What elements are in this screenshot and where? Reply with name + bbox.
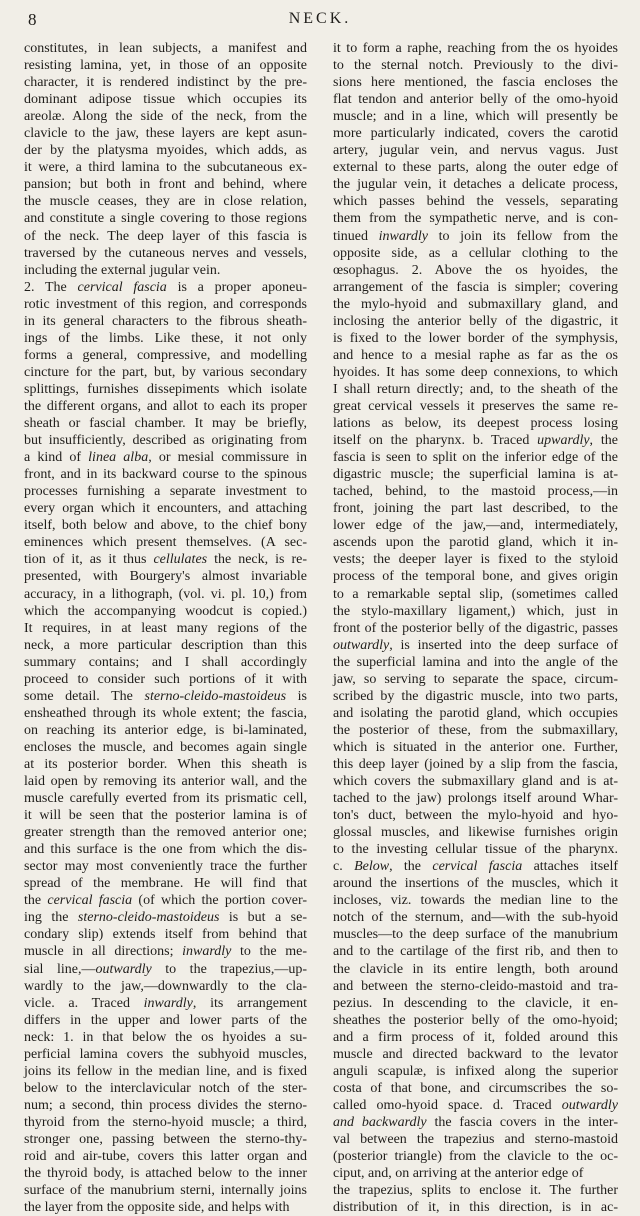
text-line: the jugular vein, it detaches a delicate process, [333, 177, 618, 193]
text-line: character, it is rendered indistinct by the pre- [24, 75, 307, 91]
text-line: digastric muscle; the superficial lamina is at- [333, 467, 618, 483]
text-line: this deep layer (joined by a slip from the fascia, [333, 756, 618, 772]
text-line: the thyroid body, is attached below to the inner [24, 1166, 307, 1182]
text-line: pansion; but both in front and behind, where [24, 177, 307, 193]
text-line: the stylo-maxillary ligament,) which, just in [333, 603, 618, 619]
text-line: and isolating the parotid gland, which occupies [333, 705, 618, 721]
text-line: I shall return directly; and, to the sheath of the [333, 381, 618, 397]
text-line: jaw, so serving to separate the space, circum- [333, 671, 618, 687]
text-line: summary contains; and I shall accordingly [24, 654, 307, 670]
text-line: great cervical vessels it preserves the same re- [333, 398, 618, 414]
text-line: a kind of linea alba, or mesial commissure in [24, 450, 307, 466]
text-line: called omo-hyoid space. d. Traced outwardly [333, 1097, 618, 1113]
text-line: muscles—to the deep surface of the manubrium [333, 927, 618, 943]
text-line: the muscle ceases, they are in close relation, [24, 194, 307, 210]
text-line: splittings, furnishes dissepiments which isolate [24, 381, 307, 397]
text-line: sions here mentioned, the fascia encloses the [333, 75, 618, 91]
text-line: eminences which present themselves. (A sec- [24, 535, 307, 551]
text-line: dominant adipose tissue which occupies its [24, 92, 307, 108]
text-line: It requires, in at least many regions of the [24, 620, 307, 636]
text-line: to the sternal notch. Previously to the divi- [333, 58, 618, 74]
text-line: rotic investment of this region, and corresponds [24, 296, 307, 312]
text-line: spread of the membrane. He will find that [24, 876, 307, 892]
text-line: vicle. a. Traced inwardly, its arrangement [24, 995, 307, 1011]
text-line: num; a second, thin process divides the sterno- [24, 1097, 307, 1113]
text-line: to a remarkable septal slip, (sometimes called [333, 586, 618, 602]
text-line: roid and air-tube, covers this latter organ and [24, 1149, 307, 1165]
text-line: glossal muscles, and likewise furnishes origin [333, 825, 618, 841]
text-line: c. Below, the cervical fascia attaches itself [333, 859, 618, 875]
text-line: sial line,—outwardly to the trapezius,—up- [24, 961, 308, 977]
text-line: joins its fellow in the median line, and is fixed [24, 1063, 307, 1079]
text-line: and hence to a mesial raphe as far as the os [333, 347, 618, 363]
text-line: tached to the jaw) prolongs itself around Whar- [333, 791, 618, 807]
text-line: artery, jugular vein, and nervus vagus. Just [333, 143, 618, 159]
text-line: der by the platysma myoides, which adds, as [24, 143, 307, 159]
text-line: accuracy, in a lithograph, (vol. vi. pl. 10,) from [24, 586, 307, 602]
text-line: forms a general, compressive, and modelling [24, 347, 307, 363]
text-line: at its posterior border. When this sheath is [24, 756, 307, 772]
text-line: itself on the pharynx. b. Traced upwardly, the [333, 433, 618, 449]
text-line: front, and in its backward course to the spinous [24, 467, 307, 483]
text-line: muscle; and in a line, which will presently be [333, 109, 618, 125]
text-line: which passes behind the vessels, separating [333, 194, 618, 210]
text-line: ings of the limbs. Like these, it not only [24, 330, 307, 346]
text-line: anguli scapulæ, is infixed along the superior [333, 1063, 618, 1079]
text-line: outwardly, is inserted into the deep surface of [333, 637, 618, 653]
text-line: the different organs, and allot to each its proper [24, 398, 307, 414]
text-line: condary slip) extends itself from behind that [24, 927, 307, 943]
text-line: fascia is seen to split on the inferior edge of the [333, 450, 618, 466]
text-line: below to the interclavicular notch of the ster- [24, 1080, 307, 1096]
text-line: itself, both below and above, to the chief bony [24, 518, 307, 534]
text-line: it to form a raphe, reaching from the os hyoides [333, 41, 618, 56]
text-line: sheath or fascial chamber. It may be briefly, [24, 416, 307, 432]
text-line: vests; the deeper layer is fixed to the styloid [333, 552, 618, 568]
text-line: val between the trapezius and sterno-mastoid [333, 1132, 618, 1147]
text-line: inclosing the anterior belly of the digastric, it [333, 313, 618, 329]
text-line: wardly to the jaw,—downwardly to the cla- [24, 978, 307, 994]
text-line: on reaching its anterior edge, is bi-laminated, [24, 722, 307, 738]
text-line: external to these parts, along the outer edge of [333, 160, 618, 176]
text-line: incloses, viz. towards the median line to the [333, 893, 618, 909]
text-line: of the neck. The deep layer of this fascia is [24, 228, 307, 244]
text-line: proceed to consider such portions of it with [24, 671, 307, 687]
text-line: the posterior of these, from the submaxillary, [333, 722, 618, 738]
text-line: the layer from the opposite side, and helps with [24, 1200, 290, 1216]
text-line: ciput, and, on arriving at the anterior edge of [333, 1166, 584, 1182]
text-line: sector may most conveniently trace the further [24, 859, 307, 875]
text-line: around the insertions of the muscles, which it [333, 876, 618, 892]
text-line: lower edge of the jaw,—and, intermediately, [333, 518, 618, 534]
page-header [0, 6, 640, 32]
text-line: muscle and directed backward to the levator [333, 1046, 618, 1062]
text-line: the trapezius, splits to enclose it. The further [333, 1183, 618, 1199]
text-line: which the accompanying woodcut is copied.) [24, 603, 307, 619]
text-line: notch of the sternum, and—with the sub-hyoid [333, 910, 618, 926]
text-line: presented, with Bourgery's almost invariable [24, 569, 307, 585]
left-text-column [24, 40, 307, 1216]
text-line: ensheathed through its whole extent; the fascia, [24, 705, 307, 721]
text-line: resisting lamina, yet, in those of an opposite [24, 58, 307, 74]
text-line: laid open by removing its anterior wall, and the [24, 774, 307, 790]
text-line: and this surface is the one from which the dis- [24, 842, 307, 858]
text-line: and a firm process of it, folded around this [333, 1029, 618, 1045]
text-line: the clavicle in its entire length, both around [333, 961, 618, 977]
text-line: neck: 1. in that below the os hyoides a su- [24, 1029, 307, 1045]
text-line: more particularly indicated, covers the carotid [333, 126, 618, 142]
text-line: tion of it, as it thus cellulates the neck, is re- [24, 552, 307, 568]
text-line: perficial lamina covers the subhyoid muscles, [24, 1046, 307, 1062]
text-line: some detail. The sterno-cleido-mastoideus is [24, 688, 307, 704]
text-line: front of the posterior belly of the digastric, passes [333, 620, 618, 636]
text-line: ascends upon the parotid gland, which it in- [333, 535, 618, 551]
text-line: the cervical fascia (of which the portion cover- [24, 893, 307, 909]
text-line: (posterior triangle) from the clavicle to the oc- [333, 1149, 618, 1165]
text-line: which covers the submaxillary gland and is at- [333, 774, 618, 790]
text-line: to the investing cellular tissue of the pharynx. [333, 842, 618, 858]
text-line: ing the sterno-cleido-mastoideus is but a se- [24, 910, 308, 926]
text-line: including the external jugular vein. [24, 262, 221, 278]
text-line: stronger one, passing between the sterno-thy- [24, 1132, 307, 1147]
text-line: thyroid from the sterno-hyoid muscle; a third, [24, 1114, 307, 1130]
text-line: sheathes the posterior belly of the omo-hyoid; [333, 1012, 618, 1028]
text-line: tached, behind, to the mastoid process,—in [333, 484, 618, 500]
text-line: and between the sterno-cleido-mastoid and tra- [333, 978, 618, 994]
text-line: arrangement of the fascia is simpler; covering [333, 279, 618, 295]
text-line: pezius. In descending to the clavicle, it en- [333, 995, 618, 1011]
text-line: neck, a more particular description than this [24, 637, 307, 653]
text-line: which is situated in the anterior one. Further, [333, 739, 618, 755]
text-line: differs in the upper and lower parts of the [24, 1012, 307, 1028]
text-line: œsophagus. 2. Above the os hyoides, the [333, 262, 618, 278]
text-line: and constitute a single covering to those regions [24, 211, 307, 227]
running-head: NECK. [288, 10, 352, 27]
text-line: clavicle to the jaw, these layers are kept asun- [24, 126, 307, 142]
text-line: the mylo-hyoid and submaxillary gland, and [333, 296, 618, 312]
text-line: every organ which it encounters, and attaching [24, 501, 307, 517]
text-line: process of the temporal bone, and gives origin [333, 569, 618, 585]
text-line: the superficial lamina and into the angle of the [333, 654, 618, 670]
text-line: tinued inwardly to join its fellow from the [333, 228, 618, 244]
text-line: and backwardly the fascia covers in the inter- [333, 1114, 618, 1130]
text-line: costa of that bone, and circumscribes the so- [333, 1080, 618, 1096]
text-line: encloses the muscle, and becomes again single [24, 739, 307, 755]
text-line: them from the sympathetic nerve, and is con- [333, 211, 618, 227]
text-line: processes furnishing a separate investment to [24, 484, 307, 500]
text-line: opposite side, as a cellular clothing to the [333, 245, 618, 261]
text-line: it will be seen that the posterior lamina is of [24, 808, 307, 824]
page-number: 8 [28, 10, 37, 29]
text-line: lations as below, its deepest process losing [333, 416, 618, 432]
text-line: hyoides. It has some deep connexions, to which [333, 364, 618, 380]
text-line: front, joining the part last described, to the [333, 501, 618, 517]
text-line: muscle carefully everted from its prismatic cell, [24, 791, 307, 807]
text-line: constitutes, in lean subjects, a manifest and [24, 41, 307, 56]
text-line: areolæ. Along the side of the neck, from the [24, 109, 307, 125]
right-text-column [333, 40, 618, 1216]
text-line: scribed by the digastric muscle, into two parts, [333, 688, 618, 704]
text-line: ton's duct, between the mylo-hyoid and hyo- [333, 808, 618, 824]
text-line: distribution of it, in this direction, is in ac- [333, 1200, 618, 1216]
text-line: cincture for the part, but, by various secondary [24, 364, 307, 380]
text-line: but insufficiently, described as originating from [24, 433, 307, 449]
text-line: in its general characters to the fibrous sheath- [24, 313, 307, 329]
text-line: greater strength than the removed anterior one; [24, 825, 307, 841]
text-line: 2. The cervical fascia is a proper aponeu- [24, 279, 308, 295]
text-line: is fixed to the lower border of the symphysis, [333, 330, 618, 346]
text-line: it were, a third lamina to the subcutaneous ex- [24, 160, 307, 176]
text-line: and to the cartilage of the first rib, and then to [333, 944, 618, 960]
text-line: surface of the manubrium sterni, internally joins [24, 1183, 307, 1199]
text-line: flat tendon and anterior belly of the omo-hyoid [333, 92, 618, 108]
text-line: traversed by the cutaneous nerves and vessels, [24, 245, 307, 261]
text-line: muscle in all directions; inwardly to the me- [24, 944, 307, 960]
